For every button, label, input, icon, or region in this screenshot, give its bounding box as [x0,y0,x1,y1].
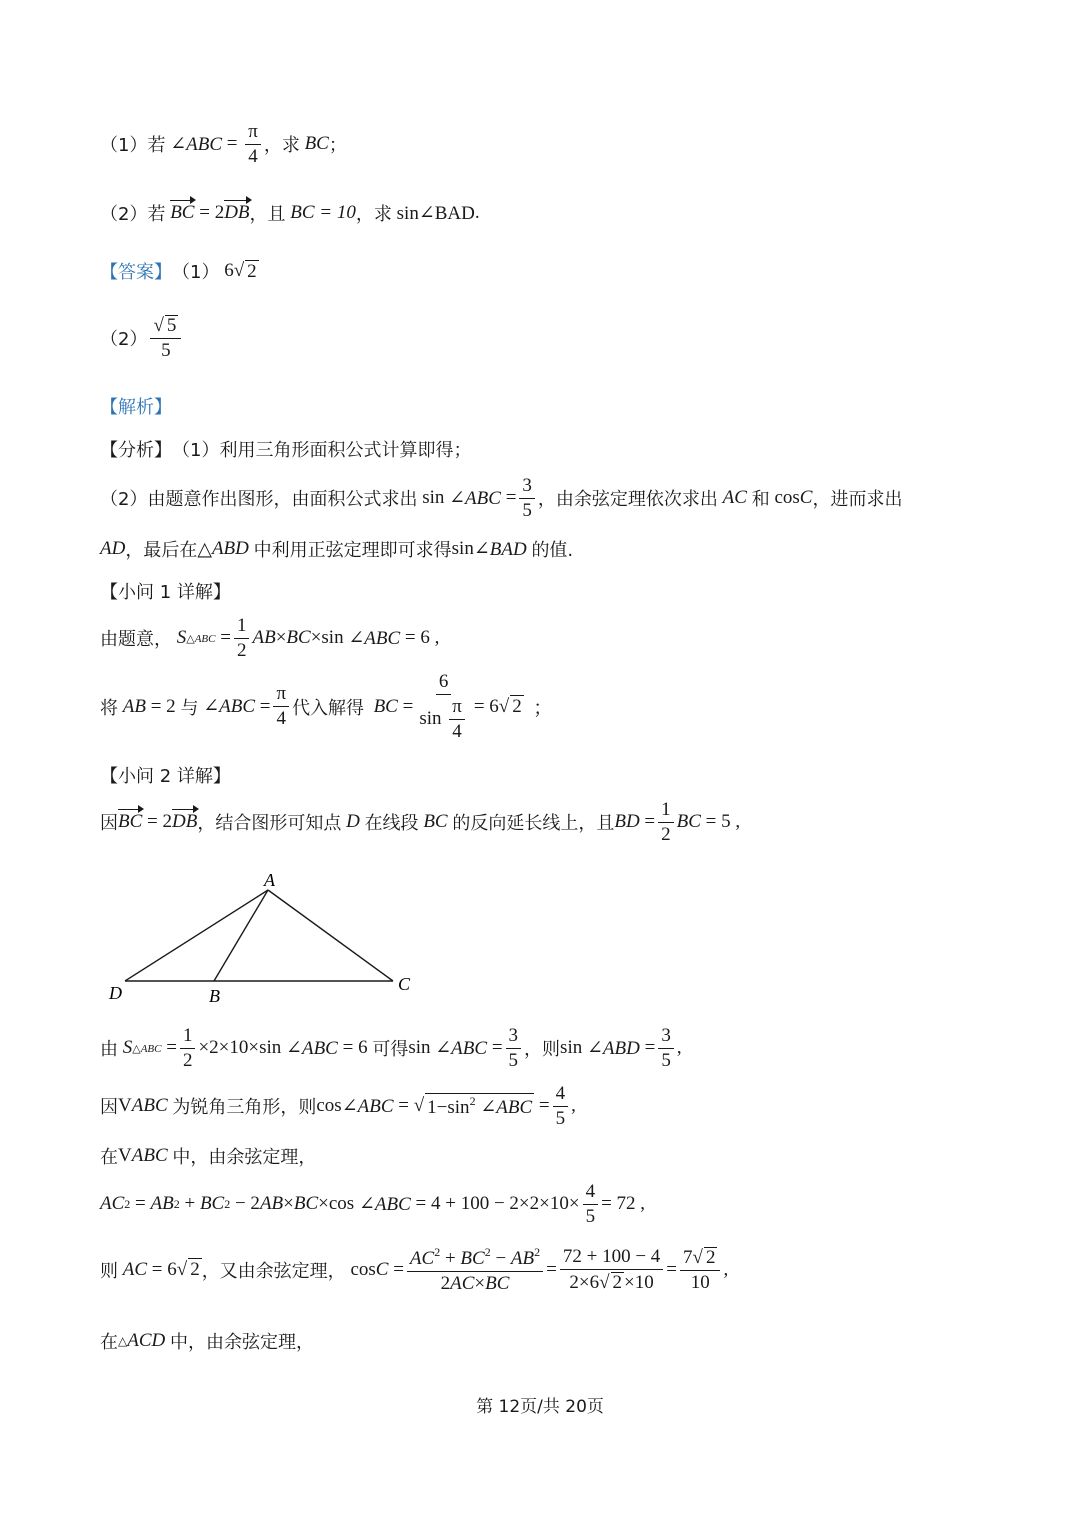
page-footer: 第 12页/共 20页 [476,1397,604,1417]
segment-AC [268,890,393,981]
label-B: B [209,986,220,1006]
segment-DA [125,890,268,981]
question-1: （1）若 ∠ABC = $\frac{\pi}{4}$ ，求 BC ； [100,121,347,167]
label-D: D [109,983,122,1003]
sub2-line4: 在 V ABC 中，由余弦定理， [100,1145,317,1168]
sub2-line2: 由 S △ABC = $\frac{1}{2}$ ×2×10×sin ∠ABC = 6 可得 sin ∠ABC = $\frac{3}{5}$ ，则 sin ∠ABD = $\frac{3}{5}$ , [100,1025,682,1071]
answer-1: 【答案】 （1） 6 √ 2 [100,260,257,283]
fenxi2-line: （2）由题意作出图形，由面积公式求出 sin ∠ABC = $\frac{3}{5}$ ，由余弦定理依次求出 AC 和 cos C ，进而求出 [100,475,903,521]
sub1-line2: 将 AB = 2 与 ∠ABC = $\frac{\pi}{4}$ 代入解得 BC = 6 sin $\frac{\pi}{4}$ = 6√ 2 ； [100,671,553,742]
triangle-figure [100,868,430,1008]
fenxi3-line: AD ，最后在 △ ABD 中利用正弦定理即可求得 sin ∠BAD 的值. [100,538,574,561]
label-A: A [264,870,275,890]
sub2-line6: 则 AC = 6√ 2 ，又由余弦定理， cos C = $\frac{AC^2 + BC^2 - AB^2}{2AC\times BC}$ = $\frac{72 + 100 - 4}{2\times 6√ 2 \times 10}$ = $\frac{7√ 2}{10}$ , [100,1245,729,1294]
fenxi-line: 【分析】 （1）利用三角形面积公式计算即得； [100,440,472,461]
sub1-line1: 由题意， S △ABC = $\frac{1}{2}$ AB × BC ×sin ∠ABC = 6 , [100,615,440,661]
sub2-line1: 因 BC = 2 DB ，结合图形可知点 D 在线段 BC 的反向延长线上，且 BD = $\frac{1}{2}$ BC = 5 , [100,799,741,845]
sub2-line3: 因 V ABC 为锐角三角形，则 cos ∠ABC = √ $1-\sin^2$ ∠ABC = $\frac{4}{5}$ , [100,1083,576,1129]
label-C: C [398,974,411,994]
sub2-line7: 在 △ ACD 中，由余弦定理， [100,1330,314,1353]
analysis-tag: 【解析】 [100,397,172,418]
question-2: （2）若 BC = 2 DB ，且 BC = 10 ，求 sin∠BAD . [100,202,480,225]
answer-2: （2） $\frac{√ 5}{5}$ [100,315,184,361]
sub2-line5: AC 2 = AB 2 + BC 2 − 2 AB × BC ×cos ∠ABC = 4 + 100 − 2×2×10× $\frac{4}{5}$ = 72 , [100,1181,646,1227]
sub2-title: 【小问 2 详解】 [100,766,231,787]
sub1-title: 【小问 1 详解】 [100,582,231,603]
segment-BA [214,890,268,981]
